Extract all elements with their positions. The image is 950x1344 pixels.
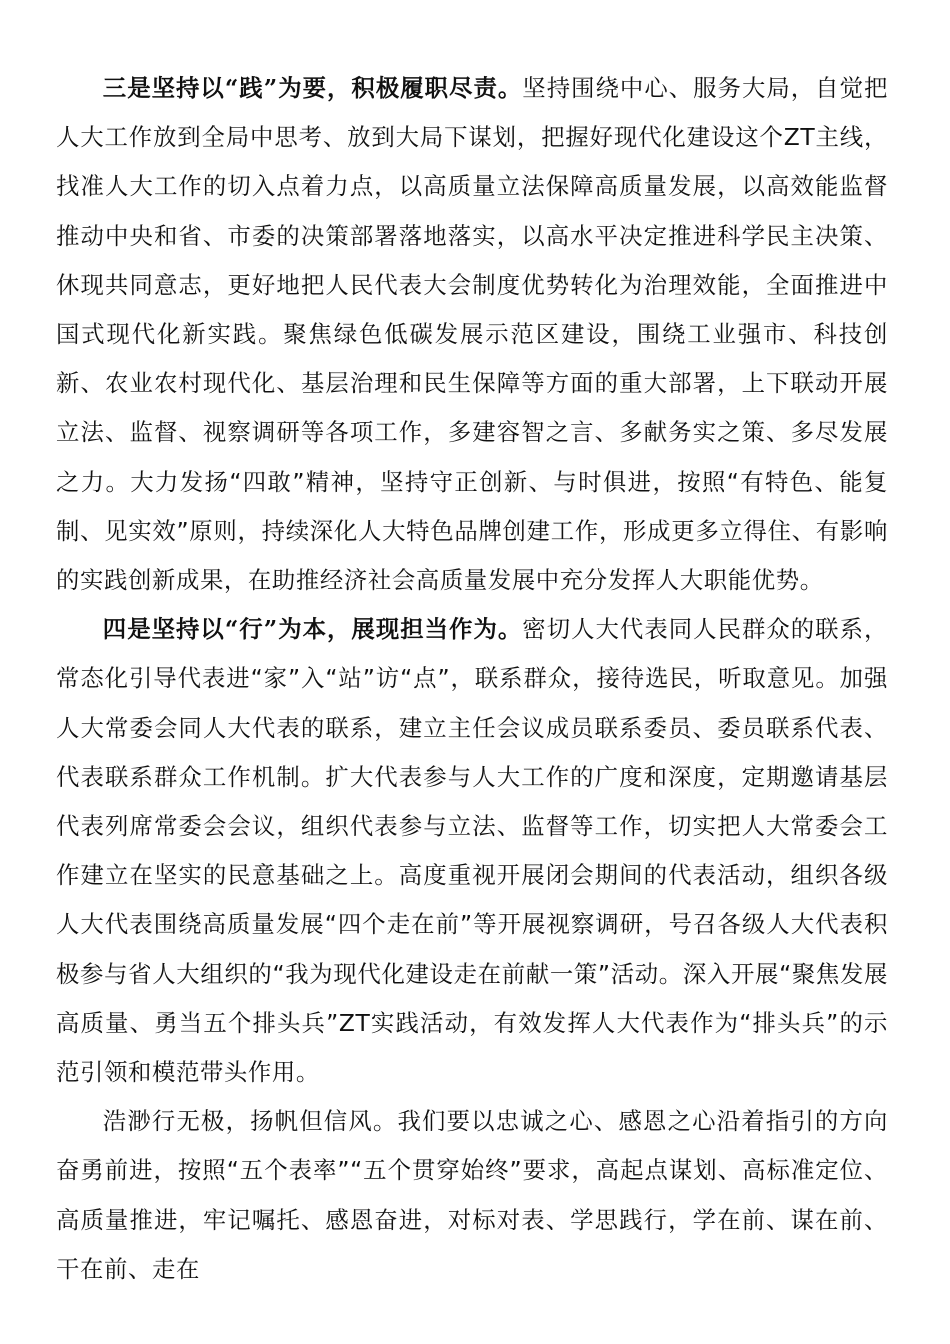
paragraph-three-lead: 三是坚持以“践”为要，积极履职尽责。 — [102, 74, 523, 102]
paragraph-three — [56, 64, 888, 605]
paragraph-closing — [56, 1097, 888, 1294]
paragraph-four-lead: 四是坚持以“行”为本，展现担当作为。 — [102, 615, 523, 644]
document-page — [56, 64, 888, 1294]
paragraph-three-body: 坚持围绕中心、服务大局，自觉把人大工作放到全局中思考、放到大局下谋划，把握好现代化建设这个ZT主线，找准人大工作的切入点着力点，以高质量立法保障高质量发展，以高效能监督推动中央和省、市委的决策部署落地落实，以高水平决定推进科学民主决策、休现共同意志，更好地把人民代表大会制度优势转化为治理效能，全面推进中国式现代化新实践。聚焦绿色低碳发展示范区建设，围绕工业强市、科技创新、农业农村现代化、基层治理和民生保障等方面的重大部署，上下联动开展立法、监督、视察调研等各项工作，多建容智之言、多献务实之策、多尽发展之力。大力发扬“四敢”精神，坚持守正创新、与时俱进，按照“有特色、能复制、见实效”原则，持续深化人大特色品牌创建工作，形成更多立得住、有影响的实践创新成果，在助推经济社会高质量发展中充分发挥人大职能优势。 — [56, 74, 888, 595]
paragraph-four-body: 密切人大代表同人民群众的联系，常态化引导代表进“家”入“站”访“点”，联系群众，接待选民，听取意见。加强人大常委会同人大代表的联系，建立主任会议成员联系委员、委员联系代表、代表联系群众工作机制。扩大代表参与人大工作的广度和深度，定期邀请基层代表列席常委会会议，组织代表参与立法、监督等工作，切实把人大常委会工作建立在坚实的民意基础之上。高度重视开展闭会期间的代表活动，组织各级人大代表围绕高质量发展“四个走在前”等开展视察调研，号召各级人大代表积极参与省人大组织的“我为现代化建设走在前献一策”活动。深入开展“聚焦发展高质量、勇当五个排头兵”ZT实践活动，有效发挥人大代表作为“排头兵”的示范引领和模范带头作用。 — [56, 615, 888, 1087]
paragraph-closing-body: 浩渺行无极，扬帆但信风。我们要以忠诚之心、感恩之心沿着指引的方向奋勇前进，按照“五个表率”“五个贯穿始终”要求，高起点谋划、高标准定位、高质量推进，牢记嘱托、感恩奋进，对标对表、学思践行，学在前、谋在前、干在前、走在 — [56, 1107, 888, 1283]
paragraph-four — [56, 605, 888, 1097]
